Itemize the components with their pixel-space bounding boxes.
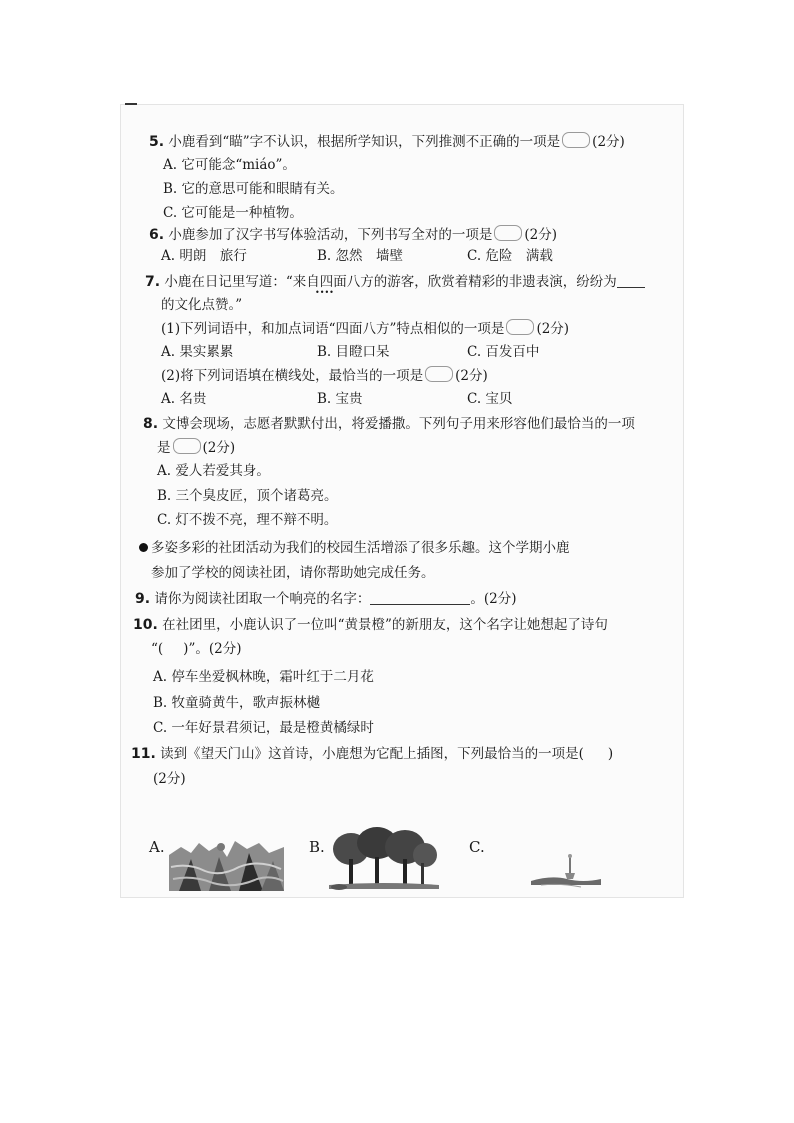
q10-stem bbox=[133, 616, 608, 634]
q6-stem-text: 小鹿参加了汉字书写体验活动，下列书写全对的一项是 bbox=[168, 227, 493, 243]
q7-sub1 bbox=[161, 319, 569, 338]
bullet-dot-icon bbox=[139, 543, 148, 552]
q9-tail: 。(2分) bbox=[470, 591, 517, 607]
q11-stem bbox=[131, 745, 613, 763]
q7-stem bbox=[145, 273, 645, 291]
q11-image-b-trees[interactable] bbox=[329, 827, 439, 891]
q9-number: 9. bbox=[135, 591, 151, 607]
q7-stem-line2: 的文化点赞。” bbox=[161, 297, 243, 313]
q8-score: (2分) bbox=[202, 440, 236, 456]
q10-number: 10. bbox=[133, 617, 158, 633]
q9-name-blank[interactable] bbox=[370, 604, 470, 605]
q8-answer-paren[interactable] bbox=[173, 438, 201, 454]
q10-open: “( bbox=[151, 641, 164, 657]
q8-stem-text: 文博会现场，志愿者默默付出，将爱播撒。下列句子用来形容他们最恰当的一项 bbox=[162, 416, 635, 432]
q8-stem-line2-text: 是 bbox=[157, 440, 171, 456]
q7-sub1-text: (1)下列词语中，和加点词语“四面八方”特点相似的一项是 bbox=[161, 321, 505, 337]
q10-option-b: B. 牧童骑黄牛，歌声振林樾 bbox=[153, 695, 321, 711]
q7-sub2-text: (2)将下列词语填在横线处，最恰当的一项是 bbox=[161, 368, 424, 384]
q5-answer-paren[interactable] bbox=[562, 132, 590, 148]
q7-sub1-score: (2分) bbox=[536, 321, 570, 337]
q7-sub2-score: (2分) bbox=[455, 368, 488, 384]
q7-number: 7. bbox=[145, 274, 161, 290]
q10-stem-line2 bbox=[151, 640, 241, 658]
q7-sub2-option-c: C. 宝贝 bbox=[467, 391, 513, 407]
q8-option-c: C. 灯不拨不亮，理不辩不明。 bbox=[157, 512, 338, 528]
q6-option-b: B. 忽然 墙壁 bbox=[317, 248, 404, 264]
q10-close: )”。(2分) bbox=[183, 641, 242, 657]
q8-stem bbox=[143, 415, 635, 433]
q6-stem bbox=[149, 225, 557, 244]
q8-option-a: A. 爱人若爱其身。 bbox=[157, 463, 270, 479]
section-intro-text1: 多姿多彩的社团活动为我们的校园生活增添了很多乐趣。这个学期小鹿 bbox=[151, 540, 570, 556]
q5-stem bbox=[149, 132, 625, 151]
q8-number: 8. bbox=[143, 416, 159, 432]
q5-option-b: B. 它的意思可能和眼睛有关。 bbox=[163, 181, 344, 197]
q8-option-b: B. 三个臭皮匠，顶个诸葛亮。 bbox=[157, 488, 338, 504]
q6-score: (2分) bbox=[524, 227, 557, 243]
q11-image-c-riverside[interactable] bbox=[531, 853, 601, 891]
q11-image-label-b: B. bbox=[309, 838, 325, 856]
q11-image-a-mountains[interactable] bbox=[169, 837, 284, 891]
q7-sub1-option-b: B. 目瞪口呆 bbox=[317, 344, 390, 360]
q5-number: 5. bbox=[149, 134, 165, 150]
q7-sub2 bbox=[161, 366, 488, 385]
section-intro-line1 bbox=[139, 539, 570, 557]
q7-sub2-answer-paren[interactable] bbox=[425, 366, 453, 382]
q7-stem-text: 小鹿在日记里写道：“来自四面八方的游客，欣赏着精彩的非遗表演，纷纷为 bbox=[164, 274, 617, 290]
q7-sub2-option-b: B. 宝贵 bbox=[317, 391, 363, 407]
q11-number: 11. bbox=[131, 746, 156, 762]
q9-stem-text: 请你为阅读社团取一个响亮的名字： bbox=[154, 591, 371, 607]
q7-sub2-option-a: A. 名贵 bbox=[161, 391, 207, 407]
q7-emphasis-dots: •••• bbox=[315, 288, 334, 297]
q6-number: 6. bbox=[149, 227, 165, 243]
q5-stem-text: 小鹿看到“瞄”字不认识，根据所学知识，下列推测不正确的一项是 bbox=[168, 134, 561, 150]
q7-sub1-option-c: C. 百发百中 bbox=[467, 344, 540, 360]
section-intro-line2: 参加了学校的阅读社团，请你帮助她完成任务。 bbox=[151, 565, 435, 581]
q11-image-label-c: C. bbox=[469, 838, 485, 856]
q6-answer-paren[interactable] bbox=[494, 225, 522, 241]
q7-sub1-answer-paren[interactable] bbox=[506, 319, 534, 335]
q6-option-a: A. 明朗 旅行 bbox=[161, 248, 247, 264]
q11-stem-text: 读到《望天门山》这首诗，小鹿想为它配上插图，下列最恰当的一项是( bbox=[160, 746, 584, 762]
q7-sub1-option-a: A. 果实累累 bbox=[161, 344, 234, 360]
q11-image-label-a: A. bbox=[149, 838, 165, 856]
corner-mark bbox=[125, 103, 137, 105]
q6-option-c: C. 危险 满载 bbox=[467, 248, 553, 264]
q7-fill-blank[interactable] bbox=[617, 287, 645, 288]
q11-score: (2分) bbox=[153, 771, 186, 787]
q10-stem-text: 在社团里，小鹿认识了一位叫“黄景橙”的新朋友，这个名字让她想起了诗句 bbox=[162, 617, 608, 633]
q10-option-a: A. 停车坐爱枫林晚，霜叶红于二月花 bbox=[153, 669, 374, 685]
q11-close: ) bbox=[607, 746, 614, 762]
q5-score: (2分) bbox=[592, 134, 625, 150]
q8-stem-line2 bbox=[157, 438, 235, 457]
q5-option-a: A. 它可能念“miáo”。 bbox=[163, 157, 296, 173]
exam-sheet bbox=[120, 104, 684, 898]
q10-option-c: C. 一年好景君须记，最是橙黄橘绿时 bbox=[153, 720, 374, 736]
q9-stem bbox=[135, 590, 516, 608]
q5-option-c: C. 它可能是一种植物。 bbox=[163, 205, 303, 221]
